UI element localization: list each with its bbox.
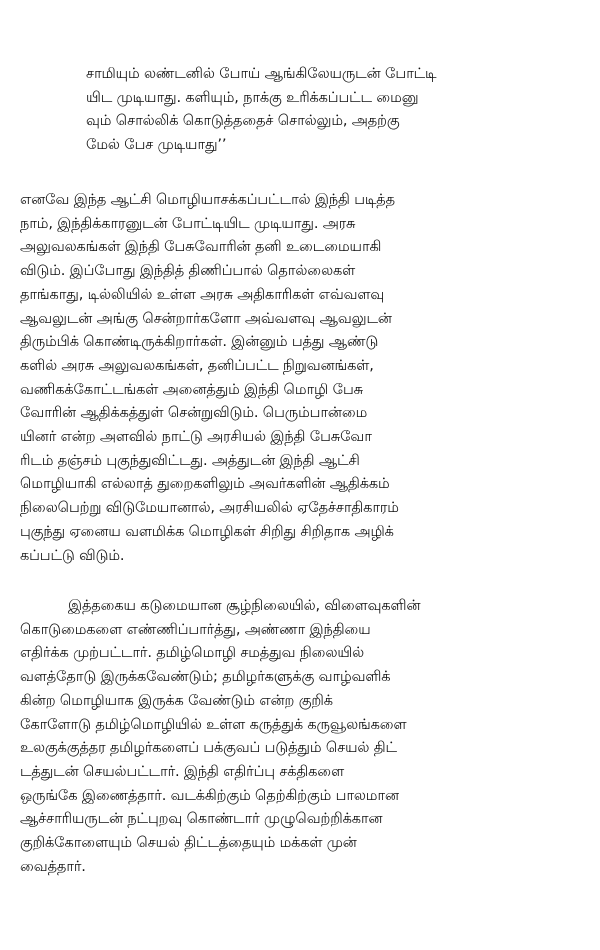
paragraph-line: களில் அரசு அலுவலகங்கள், தனிப்பட்ட நிறுவனங்கள், — [20, 356, 374, 374]
paragraph-line: ஒருங்கே இணைத்தார். வடக்கிற்கும் தெற்கிற்கும் பாலமான — [20, 786, 399, 804]
quote-block — [20, 62, 580, 157]
quote-line: யிட முடியாது. களியும், நாக்கு உரிக்கப்பட்ட மைனு — [86, 88, 419, 106]
paragraph-2 — [20, 594, 580, 878]
paragraph-line: யினர் என்ற அளவில் நாட்டு அரசியல் இந்தி பேசுவோ — [20, 428, 372, 446]
paragraph-line: வோரின் ஆதிக்கத்துள் சென்றுவிடும். பெரும்பான்மை — [20, 404, 368, 422]
paragraph-line: கின்ற மொழியாக இருக்க வேண்டும் என்ற குறிக் — [20, 691, 333, 709]
quote-line: மேல் பேச முடியாது’’ — [86, 136, 227, 154]
paragraph-line: திரும்பிக் கொண்டிருக்கிறார்கள். இன்னும் பத்து ஆண்டு — [20, 333, 379, 351]
paragraph-line: மொழியாகி எல்லாத் துறைகளிலும் அவர்களின் ஆதிக்கம் — [20, 475, 390, 493]
paragraph-line: புகுந்து ஏனைய வளமிக்க மொழிகள் சிறிது சிறிதாக அழிக் — [20, 522, 394, 540]
paragraph-line: இத்தகைய கடுமையான சூழ்நிலையில், விளைவுகளின் — [68, 597, 421, 614]
paragraph-line: உலகுக்குத்தர தமிழர்களைப் பக்குவப் படுத்தும் செயல் திட் — [20, 739, 397, 757]
paragraph-line: ஆச்சாரியருடன் நட்புறவு கொண்டார் முழுவெற்றிக்கான — [20, 810, 383, 828]
paragraph-1 — [20, 188, 580, 567]
paragraph-line: வளத்தோடு இருக்கவேண்டும்; தமிழர்களுக்கு வாழ்வளிக் — [20, 668, 391, 686]
paragraph-line: எதிர்க்க முற்பட்டார். தமிழ்மொழி சமத்துவ நிலையில் — [20, 644, 365, 662]
paragraph-line: கப்பட்டு விடும். — [20, 546, 125, 564]
paragraph-line: வணிகக்கோட்டங்கள் அனைத்தும் இந்தி மொழி பேசு — [20, 380, 363, 398]
paragraph-line: அலுவலகங்கள் இந்தி பேசுவோரின் தனி உடைமையாகி — [20, 238, 382, 256]
quote-line: சாமியும் லண்டனில் போய் ஆங்கிலேயருடன் போட்டி — [86, 65, 437, 82]
paragraph-line: கொடுமைகளை எண்ணிப்பார்த்து, அண்ணா இந்தியை — [20, 620, 371, 638]
paragraph-line: நாம், இந்திக்காரனுடன் போட்டியிட முடியாது. அரசு — [20, 214, 356, 232]
paragraph-line: தாங்காது, டில்லியில் உள்ள அரசு அதிகாரிகள் எவ்வளவு — [20, 285, 385, 303]
quote-line: வும் சொல்லிக் கொடுத்ததைச் சொல்லும், அதற்கு — [86, 112, 400, 130]
paragraph-line: டத்துடன் செயல்பட்டார். இந்தி எதிர்ப்பு சக்திகளை — [20, 762, 345, 780]
paragraph-line: குறிக்கோளையும் செயல் திட்டத்தையும் மக்கள் முன் — [20, 834, 357, 852]
paragraph-line: வைத்தார். — [20, 857, 86, 875]
paragraph-line: ஆவலுடன் அங்கு சென்றார்களோ அவ்வளவு ஆவலுடன் — [20, 309, 392, 327]
paragraph-line: விடும். இப்போது இந்தித் திணிப்பால் தொல்லைகள் — [20, 262, 356, 280]
paragraph-line: ரிடம் தஞ்சம் புகுந்துவிட்டது. அத்துடன் இந்தி ஆட்சி — [20, 451, 360, 469]
paragraph-line: நிலைபெற்று விடுமேயானால், அரசியலில் ஏதேச்சாதிகாரம் — [20, 499, 399, 517]
paragraph-line: எனவே இந்த ஆட்சி மொழியாசக்கப்பட்டால் இந்தி படித்த — [20, 191, 395, 208]
paragraph-line: கோளோடு தமிழ்மொழியில் உள்ள கருத்துக் கருவூலங்களை — [20, 715, 407, 733]
